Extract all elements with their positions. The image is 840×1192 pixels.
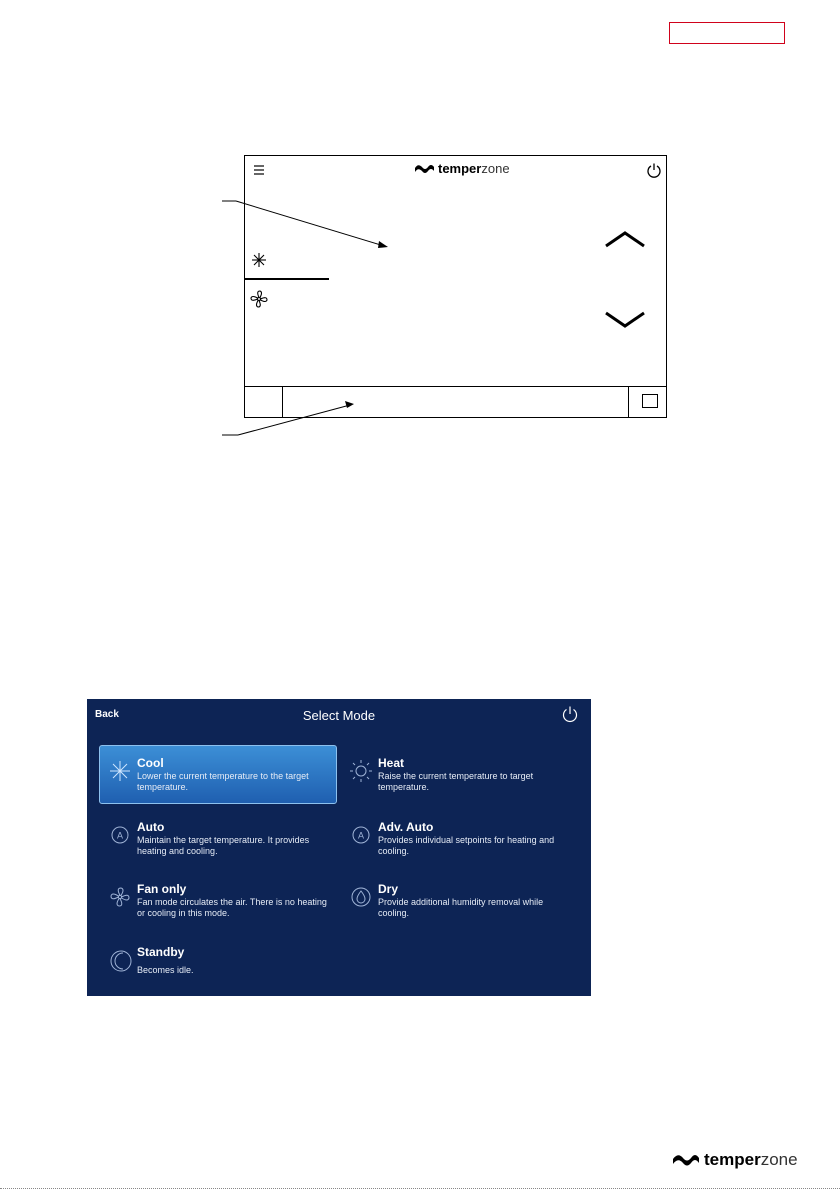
fan-icon xyxy=(109,886,131,908)
menu-icon[interactable] xyxy=(253,164,265,176)
moon-icon xyxy=(109,949,133,973)
logo-mark-icon xyxy=(413,162,435,176)
mode-name: Heat xyxy=(378,756,405,770)
mode-description: Fan mode circulates the air. There is no heating or cooling in this mode. xyxy=(137,897,327,918)
status-bar-right-divider xyxy=(628,387,629,417)
footer-brand-logo xyxy=(671,1150,798,1170)
brand-logo xyxy=(413,161,510,176)
mode-description: Maintain the target temperature. It provides heating and cooling. xyxy=(137,835,310,856)
mode-name: Auto xyxy=(137,820,165,834)
auto-icon xyxy=(350,824,372,846)
power-icon[interactable] xyxy=(646,162,662,178)
fan-icon[interactable] xyxy=(250,290,268,308)
logo-bold-text: temper xyxy=(438,161,482,176)
power-icon[interactable] xyxy=(561,705,579,723)
status-bar-square-button[interactable] xyxy=(642,394,658,408)
thermostat-status-bar xyxy=(245,386,666,417)
select-mode-screen xyxy=(87,699,591,996)
screen-title: Select Mode xyxy=(302,708,376,723)
logo-light-text: zone xyxy=(481,161,510,176)
mode-name: Fan only xyxy=(137,882,187,896)
mode-name: Standby xyxy=(137,945,185,959)
auto-icon xyxy=(109,824,131,846)
mode-description: Becomes idle. xyxy=(137,965,194,975)
temp-up-arrow-icon[interactable] xyxy=(604,229,646,249)
temp-down-arrow-icon[interactable] xyxy=(604,310,646,330)
droplet-icon xyxy=(350,886,372,908)
logo-mark-icon xyxy=(671,1151,701,1169)
back-button[interactable]: Back xyxy=(95,709,119,720)
page-bottom-dotted-rule xyxy=(0,1188,840,1189)
sun-icon xyxy=(350,760,372,782)
selected-mode-underline xyxy=(245,278,329,280)
snowflake-icon[interactable] xyxy=(251,252,267,268)
status-bar-left-divider xyxy=(282,387,283,417)
mode-description: Provide additional humidity removal while cooling. xyxy=(378,897,544,918)
mode-description: Provides individual setpoints for heating and cooling. xyxy=(378,835,555,856)
svg-text:A: A xyxy=(357,830,365,841)
mode-name: Dry xyxy=(378,882,399,896)
logo-bold-text: temper xyxy=(704,1150,761,1169)
thermostat-wireframe xyxy=(244,155,667,418)
mode-name: Adv. Auto xyxy=(378,820,434,834)
svg-text:A: A xyxy=(116,830,124,841)
mode-name: Cool xyxy=(137,756,164,770)
mode-description: Raise the current temperature to target temperature. xyxy=(378,771,534,792)
mode-description: Lower the current temperature to the target temperature. xyxy=(137,771,309,792)
snowflake-icon xyxy=(109,760,131,782)
logo-light-text: zone xyxy=(760,1150,798,1169)
